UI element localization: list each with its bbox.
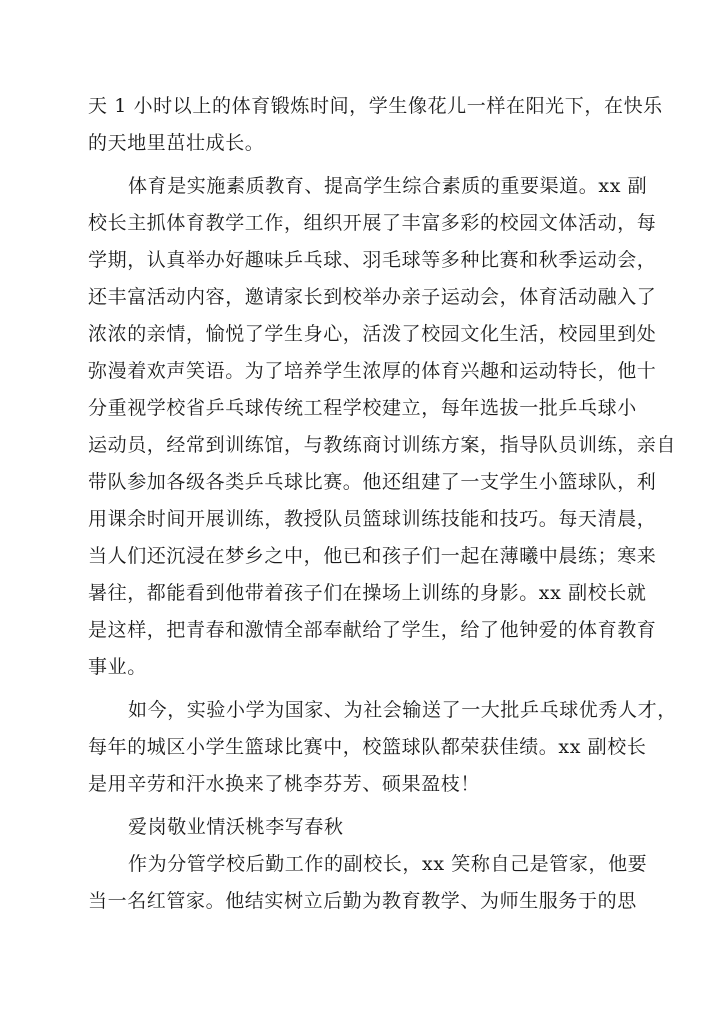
section-heading: 爱岗敬业情沃桃李写春秋 — [128, 816, 344, 838]
text-line-1: 天 1 小时以上的体育锻炼时间，学生像花儿一样在阳光下，在快乐 — [88, 95, 663, 117]
text-line-3: 体育是实施素质教育、提高学生综合素质的重要渠道。xx 副 — [128, 175, 648, 197]
text-line-2: 的天地里茁壮成长。 — [88, 132, 265, 154]
text-line-12: 用课余时间开展训练，教授队员篮球训练技能和技巧。每天清晨， — [88, 508, 657, 530]
text-line-16: 事业。 — [88, 656, 147, 678]
text-line-8: 弥漫着欢声笑语。为了培养学生浓厚的体育兴趣和运动特长，他十 — [88, 360, 657, 382]
text-line-19: 是用辛劳和汗水换来了桃李芬芳、硕果盈枝！ — [88, 773, 481, 795]
text-line-5: 学期，认真举办好趣味乒乓球、羽毛球等多种比赛和秋季运动会， — [88, 249, 657, 271]
text-line-17: 如今，实验小学为国家、为社会输送了一大批乒乓球优秀人才， — [128, 699, 677, 721]
text-line-14: 暑往，都能看到他带着孩子们在操场上训练的身影。xx 副校长就 — [88, 582, 647, 604]
text-line-15: 是这样，把青春和激情全部奉献给了学生，给了他钟爱的体育教育 — [88, 619, 657, 641]
text-line-13: 当人们还沉浸在梦乡之中，他已和孩子们一起在薄曦中晨练；寒来 — [88, 545, 657, 567]
text-line-9: 分重视学校省乒乓球传统工程学校建立，每年选拔一批乒乓球小 — [88, 397, 637, 419]
text-line-11: 带队参加各级各类乒乓球比赛。他还组建了一支学生小篮球队，利 — [88, 471, 657, 493]
text-line-4: 校长主抓体育教学工作，组织开展了丰富多彩的校园文体活动，每 — [88, 212, 657, 234]
text-line-22: 当一名红管家。他结实树立后勤为教育教学、为师生服务于的思 — [88, 890, 637, 912]
text-line-21: 作为分管学校后勤工作的副校长，xx 笑称自己是管家，他要 — [128, 853, 648, 875]
text-line-7: 浓浓的亲情，愉悦了学生身心，活泼了校园文化生活，校园里到处 — [88, 323, 657, 345]
text-line-18: 每年的城区小学生篮球比赛中，校篮球队都荣获佳绩。xx 副校长 — [88, 736, 647, 758]
text-line-6: 还丰富活动内容，邀请家长到校举办亲子运动会，体育活动融入了 — [88, 286, 657, 308]
text-line-10: 运动员，经常到训练馆，与教练商讨训练方案，指导队员训练，亲自 — [88, 434, 677, 456]
